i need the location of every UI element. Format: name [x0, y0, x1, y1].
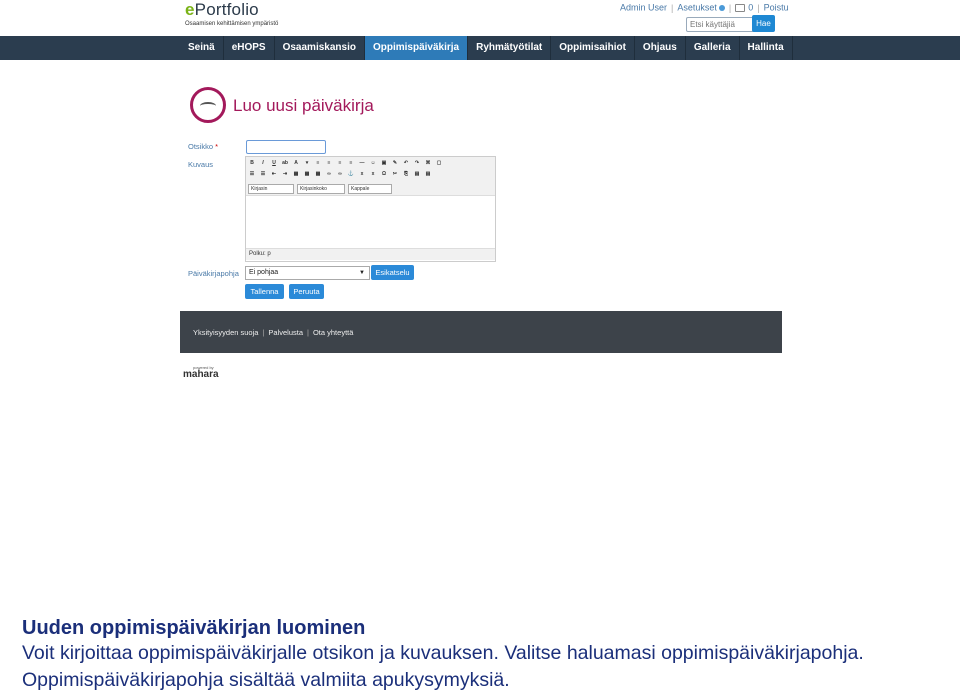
indent-icon[interactable]: ⇥ [282, 171, 288, 177]
number-list-icon[interactable]: ☰ [260, 171, 266, 177]
nav-tab[interactable]: Osaamiskansio [275, 36, 365, 60]
align-right-icon[interactable]: ≡ [338, 160, 342, 166]
editor-toolbar [246, 157, 495, 196]
eportfolio-logo[interactable] [185, 0, 278, 28]
text-color-icon[interactable]: A [294, 160, 298, 166]
search-button[interactable]: Hae [752, 15, 775, 32]
table-row-icon[interactable]: ▦ [304, 171, 310, 177]
nav-tab[interactable]: Galleria [686, 36, 740, 60]
italic-icon[interactable]: I [262, 160, 264, 166]
footer [180, 311, 782, 353]
messages-count[interactable]: 0 [748, 2, 754, 13]
nav-tab[interactable]: Ryhmätyötilat [468, 36, 551, 60]
anchor-icon[interactable]: ⚓ [347, 171, 355, 177]
caption-body: Voit kirjoittaa oppimispäiväkirjalle otsikon ja kuvauksen. Valitse haluamasi oppimispäiväkirjapohja. Oppimispäiväkirjapohja sisältää valmiita apukysymyksiä. [22, 642, 864, 691]
description-editor[interactable] [245, 156, 496, 262]
user-link[interactable]: Admin User [620, 2, 668, 13]
link-icon[interactable]: ∞ [327, 171, 331, 177]
nav-tab[interactable]: Oppimispäiväkirja [365, 36, 468, 60]
mahara-logo[interactable]: mahara [183, 369, 219, 380]
table-icon[interactable]: ▦ [293, 171, 299, 177]
diary-icon [190, 87, 226, 123]
logout-link[interactable]: Poistu [763, 2, 789, 13]
size-select[interactable]: Kirjasinkoko [297, 184, 345, 194]
nav-tab[interactable]: Hallinta [740, 36, 793, 60]
main-nav-items [180, 36, 793, 60]
image-icon[interactable]: ▣ [381, 160, 387, 166]
font-select[interactable]: Kirjasin [248, 184, 294, 194]
search-input[interactable] [686, 17, 756, 32]
separator: | [671, 2, 674, 13]
caption-title: Uuden oppimispäiväkirjan luominen [22, 617, 366, 639]
caption [22, 616, 952, 694]
title-label: Otsikko * [188, 142, 219, 151]
fullscreen-icon[interactable]: ▢ [436, 160, 442, 166]
separator: | [757, 2, 760, 13]
nav-tab[interactable]: Ohjaus [635, 36, 686, 60]
footer-links [193, 328, 353, 337]
format-select[interactable]: Kappale [348, 184, 392, 194]
highlight-icon[interactable]: ▾ [305, 160, 309, 166]
underline-icon[interactable]: U [272, 160, 276, 166]
separator: | [262, 328, 265, 337]
nav-tab[interactable]: eHOPS [224, 36, 275, 60]
footer-link-privacy[interactable]: Yksityisyyden suoja [193, 328, 259, 337]
user-nav [620, 2, 789, 13]
diary-icon-book [200, 102, 216, 110]
outdent-icon[interactable]: ⇤ [271, 171, 277, 177]
paste-word-icon[interactable]: ▤ [425, 171, 431, 177]
copy-icon[interactable]: ⎘ [403, 171, 408, 177]
emoticon-icon[interactable]: ☺ [370, 160, 376, 166]
hr-icon[interactable]: — [359, 160, 365, 166]
nav-tab[interactable]: Seinä [180, 36, 224, 60]
settings-icon[interactable] [719, 5, 725, 11]
sub-icon[interactable]: x [360, 171, 364, 177]
footer-link-about[interactable]: Palvelusta [268, 328, 304, 337]
bullet-list-icon[interactable]: ☰ [249, 171, 255, 177]
template-value: Ei pohjaa [249, 269, 279, 276]
template-select[interactable] [245, 266, 370, 280]
template-label: Päiväkirjapohja [188, 269, 239, 278]
unlink-icon[interactable]: ∞ [338, 171, 342, 177]
editor-path: Polku: p [246, 248, 495, 260]
chevron-down-icon: ▼ [359, 270, 365, 276]
title-input[interactable] [246, 140, 326, 154]
separator: | [728, 2, 732, 13]
separator: | [307, 328, 309, 337]
nav-tab[interactable]: Oppimisaihiot [551, 36, 635, 60]
logo-subtitle: Osaamisen kehittämisen ympäristö [185, 21, 279, 27]
justify-icon[interactable]: ≡ [349, 160, 353, 166]
powered-by-text: powered by [193, 365, 214, 370]
main-nav [0, 36, 960, 60]
html-icon[interactable]: ⌘ [425, 160, 431, 166]
undo-icon[interactable]: ↶ [403, 160, 409, 166]
editor-body[interactable] [246, 196, 495, 248]
page-title: Luo uusi päiväkirja [233, 96, 374, 115]
align-center-icon[interactable]: ≡ [327, 160, 331, 166]
edit-icon[interactable]: ✎ [392, 160, 398, 166]
settings-link[interactable]: Asetukset [677, 2, 717, 13]
description-label: Kuvaus [188, 160, 214, 169]
redo-icon[interactable]: ↷ [414, 160, 420, 166]
char-icon[interactable]: Ω [381, 171, 386, 177]
cancel-button[interactable]: Peruuta [289, 284, 324, 299]
logo-title: ePortfolio [185, 0, 259, 19]
cut-icon[interactable]: ✂ [392, 171, 398, 177]
preview-button[interactable]: Esikatselu [371, 265, 414, 280]
bold-icon[interactable]: B [250, 160, 254, 166]
footer-link-contact[interactable]: Ota yhteyttä [312, 328, 354, 337]
align-left-icon[interactable]: ≡ [316, 160, 320, 166]
table-col-icon[interactable]: ▦ [315, 171, 321, 177]
strike-icon[interactable]: ab [282, 160, 288, 166]
mail-icon[interactable] [735, 4, 745, 12]
sup-icon[interactable]: x [371, 171, 375, 177]
save-button[interactable]: Tallenna [245, 284, 284, 299]
paste-icon[interactable]: ▤ [414, 171, 420, 177]
